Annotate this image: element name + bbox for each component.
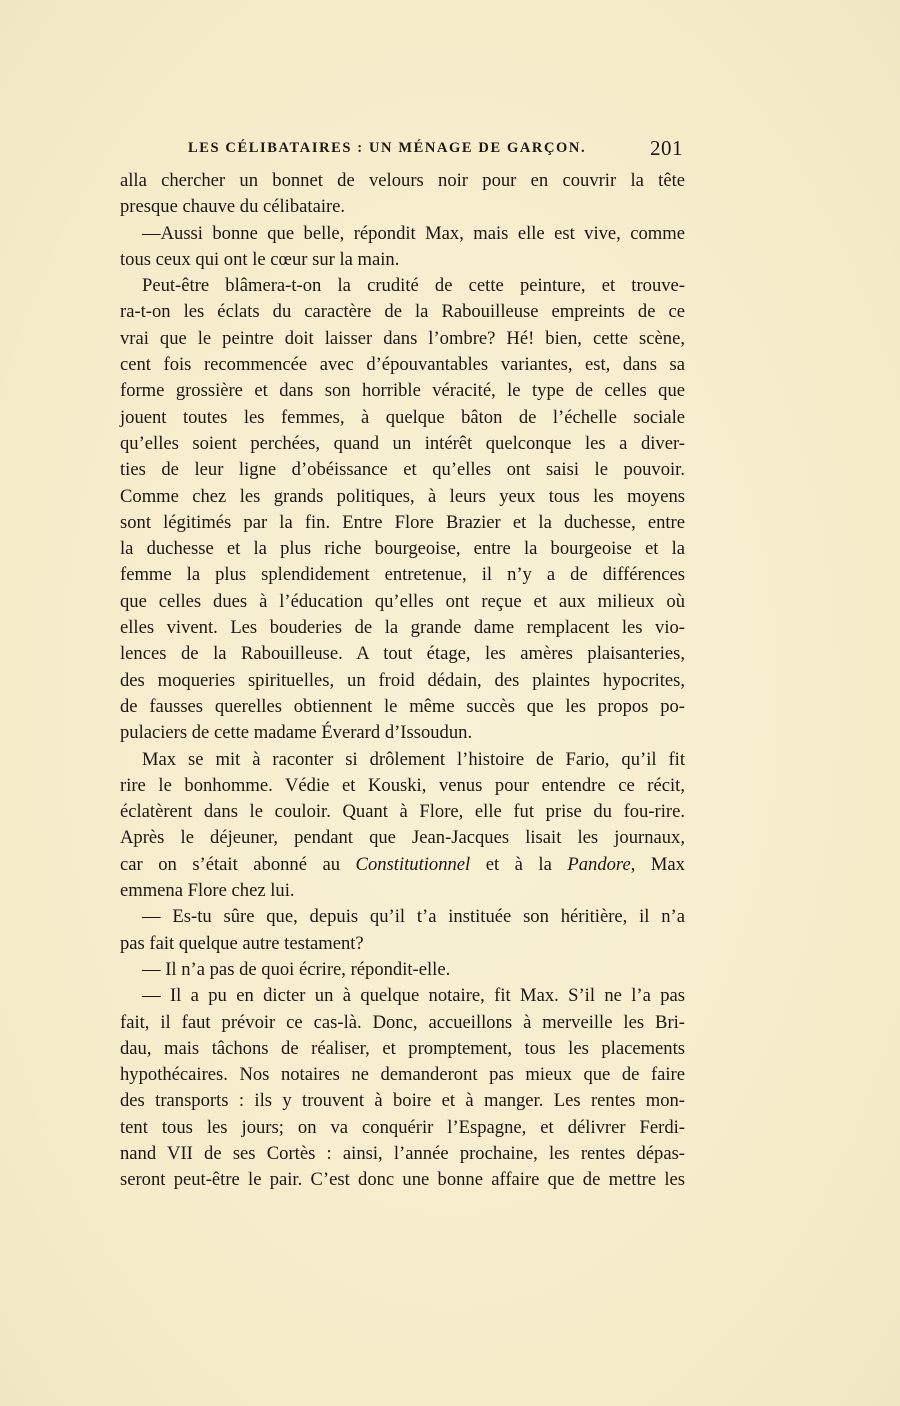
text-line: des transports : ils y trouvent à boire et à manger. Les rentes mon- <box>120 1090 685 1112</box>
text-line: presque chauve du célibataire. <box>120 196 346 218</box>
page-number: 201 <box>650 136 683 160</box>
text-line: tent tous les jours; on va conquérir l’Espagne, et délivrer Ferdi- <box>120 1116 685 1138</box>
text-line: qu’elles soient perchées, quand un intérêt quelconque les a diver- <box>120 432 685 454</box>
text-line: pas fait quelque autre testament? <box>120 932 364 954</box>
text-line: vrai que le peintre doit laisser dans l’ombre? Hé! bien, cette scène, <box>120 327 685 349</box>
text-line: Peut-être blâmera-t-on la crudité de cette peinture, et trouve- <box>142 275 685 297</box>
text-line: seront peut-être le pair. C’est donc une bonne affaire que de mettre les <box>120 1169 685 1191</box>
text-line <box>120 852 685 878</box>
text-line: Max se mit à raconter si drôlement l’histoire de Fario, qu’il fit <box>142 748 685 770</box>
running-title: LES CÉLIBATAIRES : UN MÉNAGE DE GARÇON. <box>188 140 587 156</box>
text-line: hypothécaires. Nos notaires ne demanderont pas mieux que de faire <box>120 1064 685 1086</box>
text-line: sont légitimés par la fin. Entre Flore Brazier et la duchesse, entre <box>120 511 685 533</box>
text-line: jouent toutes les femmes, à quelque bâton de l’échelle sociale <box>120 406 685 428</box>
text-line: ties de leur ligne d’obéissance et qu’elles ont saisi le pouvoir. <box>120 459 685 481</box>
text-line: emmena Flore chez lui. <box>120 880 295 902</box>
text-segment: , Max <box>630 853 685 875</box>
text-segment: car on s’était abonné au <box>120 853 356 875</box>
text-line: des moqueries spirituelles, un froid dédain, des plaintes hypocrites, <box>120 669 685 691</box>
italic-title: Constitutionnel <box>355 853 471 875</box>
text-line: Après le déjeuner, pendant que Jean-Jacques lisait les journaux, <box>120 827 685 849</box>
text-line: pulaciers de cette madame Éverard d’Issoudun. <box>120 722 473 744</box>
text-line: — Il n’a pas de quoi écrire, répondit-elle. <box>142 958 451 980</box>
italic-title: Pandore <box>567 853 631 875</box>
body-text <box>120 168 685 1194</box>
text-line: de fausses querelles obtiennent le même succès que les propos po- <box>120 695 685 717</box>
text-line: lences de la Rabouilleuse. A tout étage, les amères plaisanteries, <box>120 643 685 665</box>
running-header <box>120 136 685 162</box>
text-line: Comme chez les grands politiques, à leurs yeux tous les moyens <box>120 485 685 507</box>
text-line: tous ceux qui ont le cœur sur la main. <box>120 248 400 270</box>
text-line: femme la plus splendidement entretenue, il n’y a de différences <box>120 564 685 586</box>
text-line: éclatèrent dans le couloir. Quant à Flore, elle fut prise du fou-rire. <box>120 801 685 823</box>
text-line: que celles dues à l’éducation qu’elles ont reçue et aux milieux où <box>120 590 685 612</box>
text-line: dau, mais tâchons de réaliser, et promptement, tous les placements <box>120 1037 685 1059</box>
text-line: rire le bonhomme. Védie et Kouski, venus pour entendre ce récit, <box>120 774 685 796</box>
text-line: —Aussi bonne que belle, répondit Max, mais elle est vive, comme <box>142 222 685 244</box>
text-line: nand VII de ses Cortès : ainsi, l’année prochaine, les rentes dépas- <box>120 1142 685 1164</box>
text-segment: et à la <box>470 853 568 875</box>
text-line: ra-t-on les éclats du caractère de la Rabouilleuse empreints de ce <box>120 301 685 323</box>
text-line: forme grossière et dans son horrible véracité, le type de celles que <box>120 380 685 402</box>
text-line: elles vivent. Les bouderies de la grande dame remplacent les vio- <box>120 617 685 639</box>
text-line: la duchesse et la plus riche bourgeoise, entre la bourgeoise et la <box>120 538 685 560</box>
text-line: — Es-tu sûre que, depuis qu’il t’a instituée son héritière, il n’a <box>142 906 685 928</box>
text-line: — Il a pu en dicter un à quelque notaire, fit Max. S’il ne l’a pas <box>142 985 685 1007</box>
text-line: cent fois recommencée avec d’épouvantables variantes, est, dans sa <box>120 354 685 376</box>
text-line: fait, il faut prévoir ce cas-là. Donc, accueillons à merveille les Bri- <box>120 1011 685 1033</box>
text-line: alla chercher un bonnet de velours noir pour en couvrir la tête <box>120 170 685 191</box>
